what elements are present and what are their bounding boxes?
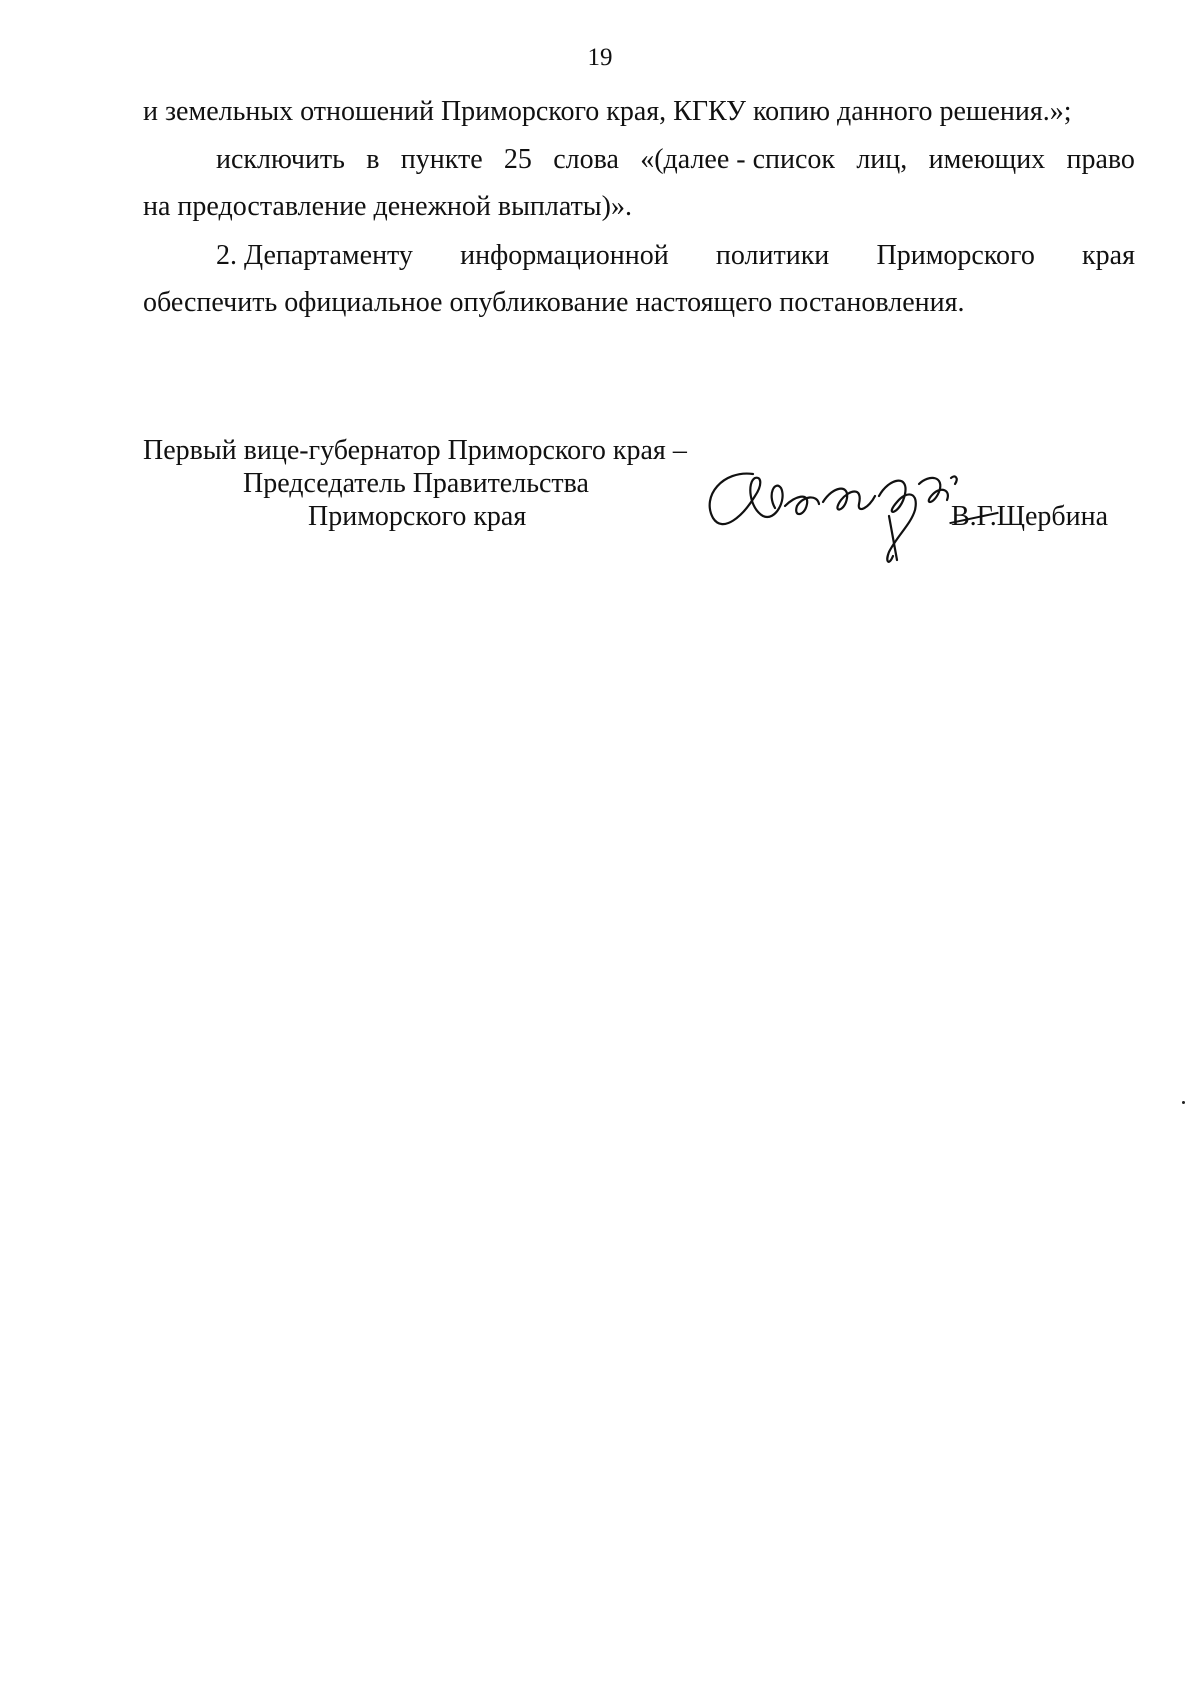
word: слова — [553, 144, 619, 175]
title-line: Председатель Правительства — [243, 468, 589, 499]
paragraph-continuation — [143, 88, 1135, 135]
word: политики — [715, 240, 830, 271]
title-line: Первый вице-губернатор Приморского края – — [143, 435, 687, 466]
signatory-title — [143, 434, 703, 533]
paragraph-exclude-words — [143, 136, 1135, 230]
text-line-justified — [143, 136, 1135, 183]
word: в — [366, 144, 380, 175]
text-line: и земельных отношений Приморского края, КГКУ копию данного решения.»; — [143, 96, 1072, 127]
signatory-name — [951, 501, 1108, 533]
word: «(далее - список — [640, 144, 836, 175]
word: лиц, — [856, 144, 908, 175]
surname: Щербина — [996, 501, 1109, 532]
word: края — [1082, 240, 1135, 271]
paragraph-item-2 — [143, 232, 1135, 326]
word: 25 — [503, 144, 532, 175]
text-line-justified — [143, 232, 1135, 279]
scan-speck — [1182, 1101, 1185, 1104]
word: 2. Департаменту — [216, 240, 413, 271]
page-number: 19 — [587, 44, 613, 71]
word: исключить — [216, 144, 345, 175]
initials: В.Г. — [951, 501, 997, 532]
word: имеющих — [928, 144, 1046, 175]
word: пункте — [400, 144, 483, 175]
word: право — [1066, 144, 1135, 175]
word: Приморского — [876, 240, 1035, 271]
text-line: обеспечить официальное опубликование настоящего постановления. — [143, 287, 965, 318]
word: информационной — [460, 240, 669, 271]
title-line: Приморского края — [308, 501, 527, 532]
text-line: на предоставление денежной выплаты)». — [143, 191, 632, 222]
signature-block — [143, 434, 1135, 554]
